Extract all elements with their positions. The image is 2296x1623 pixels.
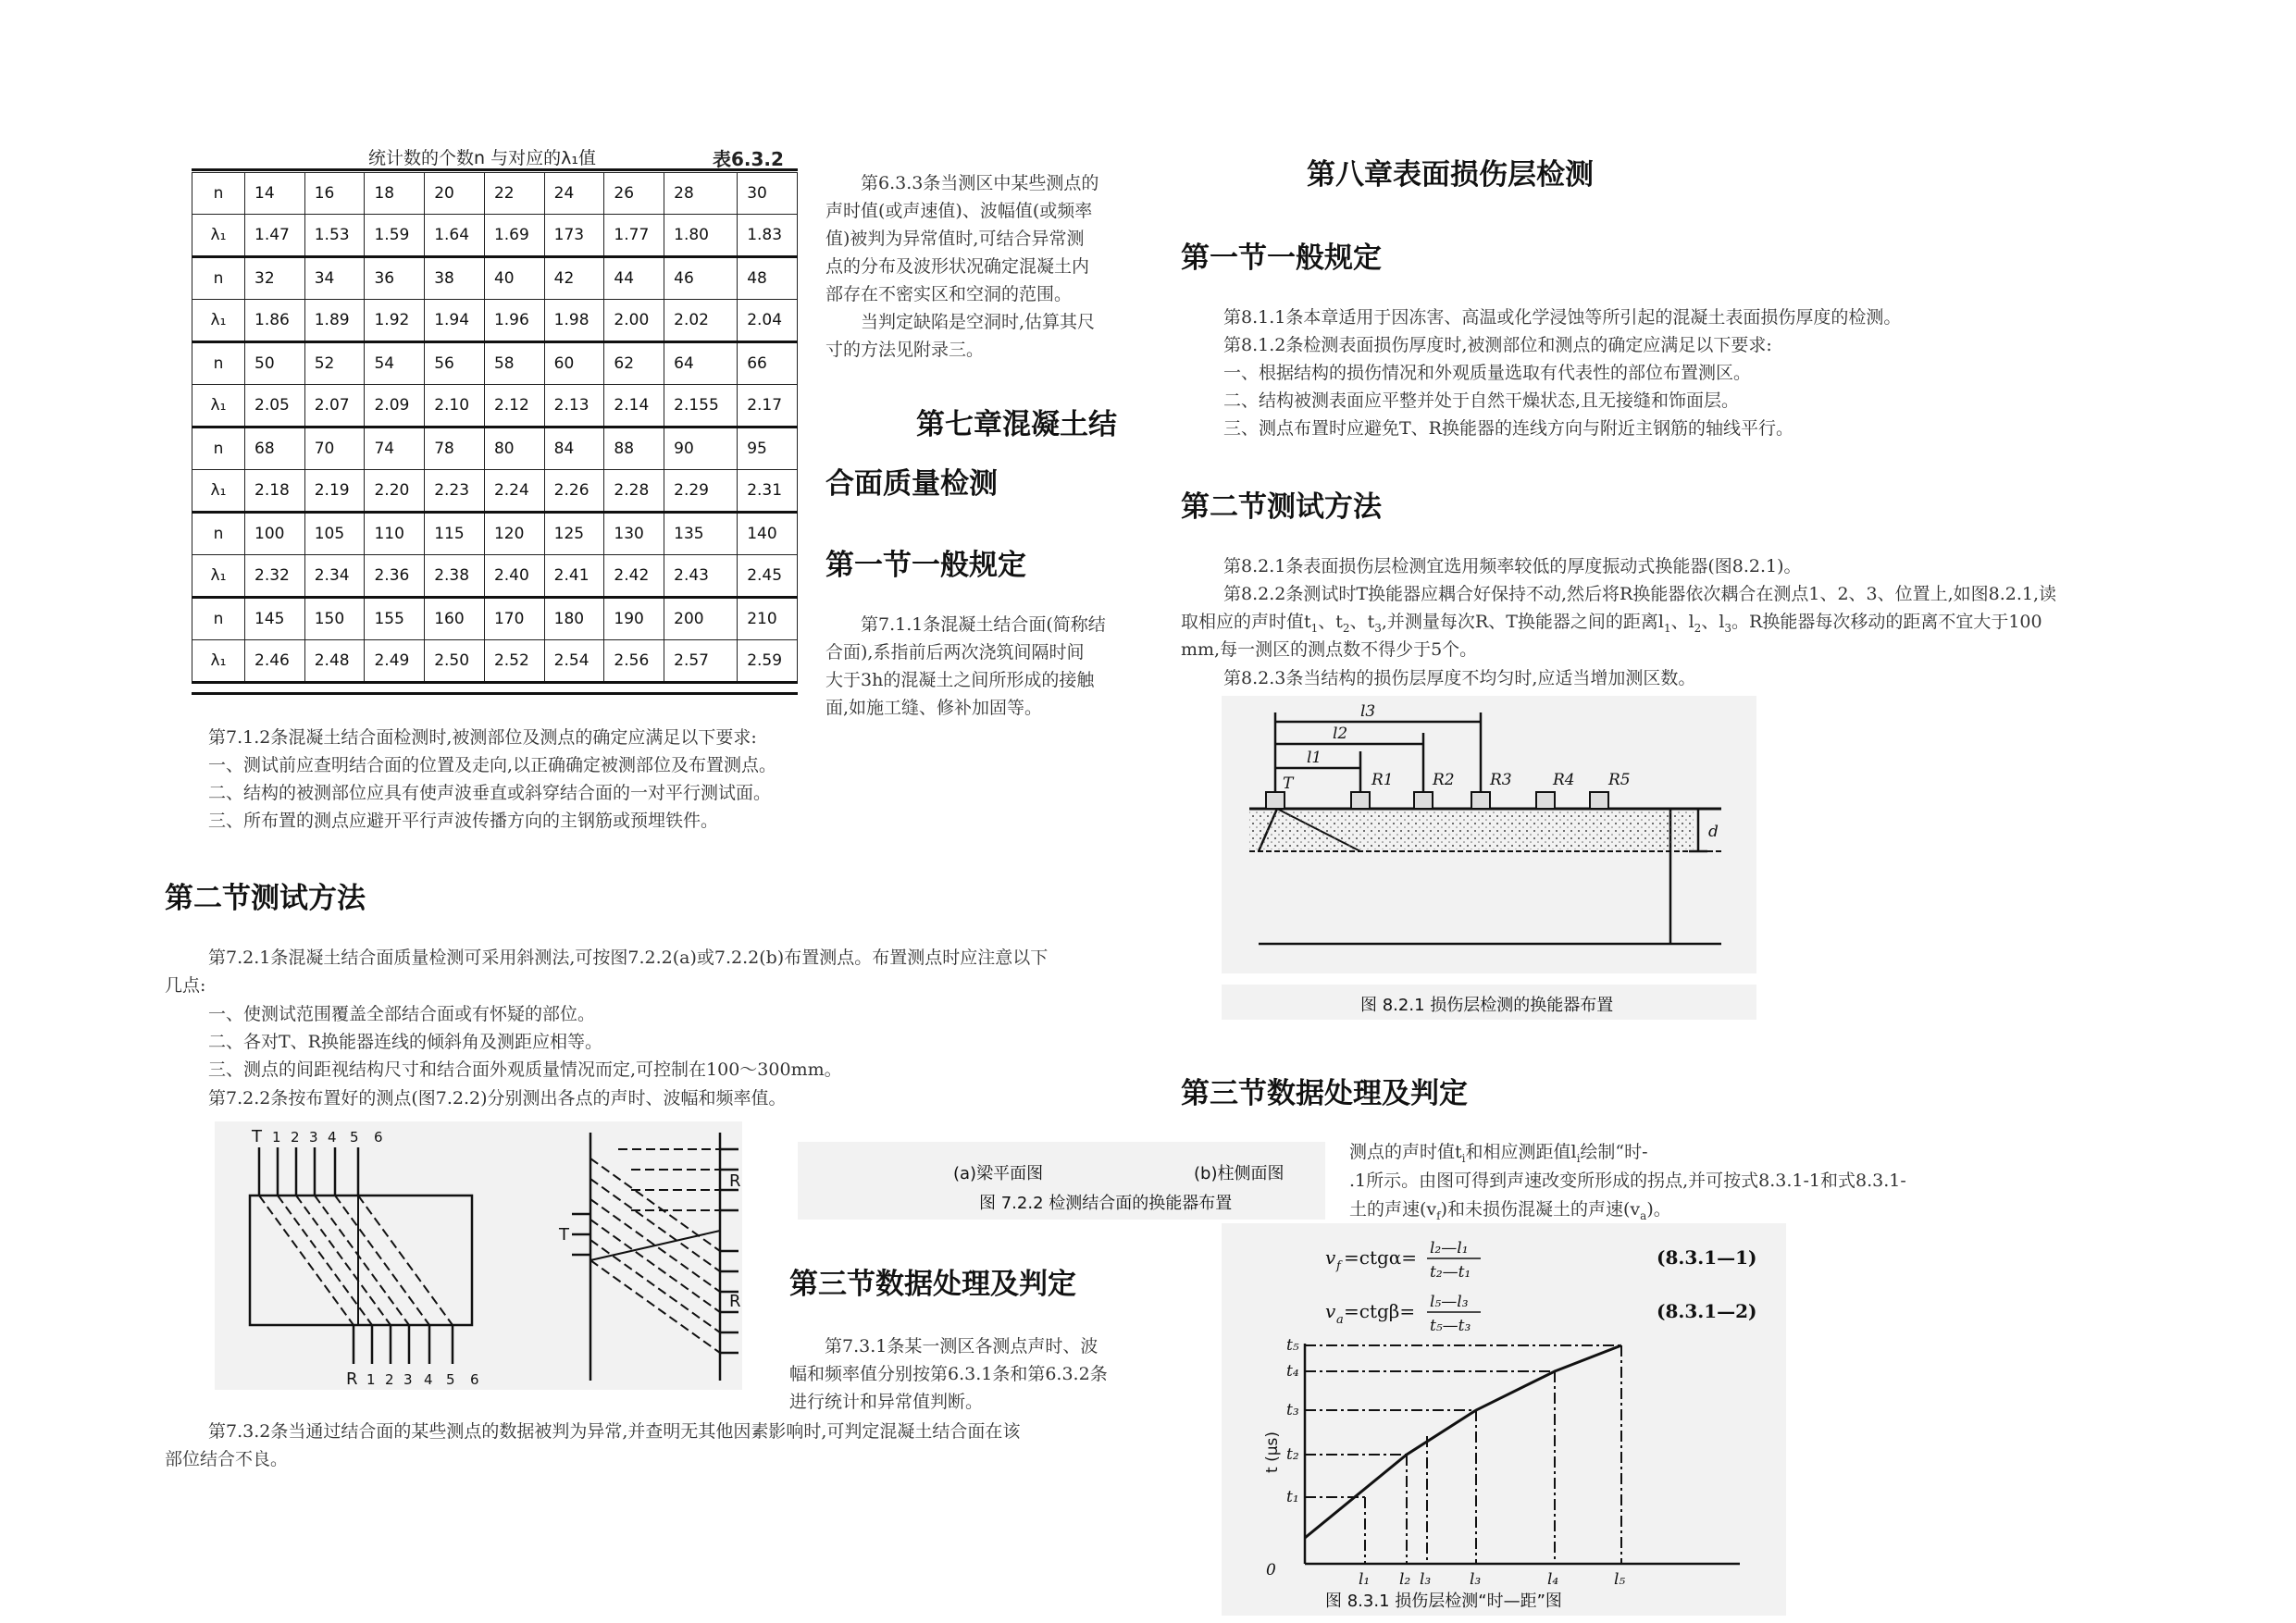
cell-lambda: 1.89: [304, 300, 365, 342]
cell-lambda: 2.49: [365, 640, 425, 683]
xtick-l5: l₅: [1614, 1570, 1626, 1589]
text-line: 寸的方法见附录三。: [825, 340, 985, 360]
fig722-R-label-b1: R: [729, 1171, 741, 1191]
cell-lambda: 1.86: [245, 300, 305, 342]
p822b-pre: 取相应的声时值t: [1181, 612, 1311, 632]
ytick-t5: t₅: [1286, 1336, 1299, 1355]
figure-7-2-2-caption-box: [798, 1142, 1325, 1220]
cell-lambda: 2.52: [484, 640, 544, 683]
ytick-t1: t₁: [1286, 1488, 1299, 1506]
cell-n: 24: [544, 173, 604, 215]
row-head-n: n: [192, 598, 245, 640]
cell-lambda: 2.00: [604, 300, 664, 342]
cell-n: 50: [245, 342, 305, 385]
fig722-R-label-b2: R: [729, 1292, 741, 1311]
row-head-lambda: λ₁: [192, 300, 245, 342]
cell-n: 145: [245, 598, 305, 640]
figure-8-2-1-svg: [1222, 696, 1756, 973]
transducer-T: [1266, 792, 1285, 809]
xtick-l3a: l₃: [1420, 1570, 1432, 1589]
cell-lambda: 2.18: [245, 470, 305, 513]
cell-n: 56: [425, 342, 485, 385]
cell-lambda: 2.31: [738, 470, 798, 513]
cell-n: 110: [365, 513, 425, 555]
cell-lambda: 2.57: [664, 640, 738, 683]
table-bottom-rule: [192, 692, 798, 695]
section-8-3-title: 第三节数据处理及判定: [1181, 1077, 1468, 1110]
p831c-1: 土的声速(v: [1349, 1199, 1437, 1220]
chapter-7-title-line2: 合面质量检测: [825, 467, 998, 501]
cell-n: 155: [365, 598, 425, 640]
cell-lambda: 2.45: [738, 555, 798, 598]
cell-n: 100: [245, 513, 305, 555]
fig821-R4: R4: [1553, 771, 1575, 789]
section-7-1-title: 第一节一般规定: [825, 549, 1026, 582]
text-line: 合面),系指前后两次浇筑间隔时间: [825, 642, 1085, 663]
row-head-n: n: [192, 342, 245, 385]
cell-lambda: 2.10: [425, 385, 485, 427]
cell-n: 62: [604, 342, 664, 385]
fig821-R5: R5: [1608, 771, 1631, 789]
figure-8-3-1-svg: [1222, 1223, 1786, 1616]
text-line: 一、根据结构的损伤情况和外观质量选取有代表性的部位布置测区。: [1223, 363, 1752, 383]
figure-8-2-1: [1222, 696, 1756, 973]
para-void: [825, 308, 1140, 364]
fig722-num-bottom: 2: [385, 1371, 394, 1388]
eq1-number: (8.3.1—1): [1657, 1246, 1757, 1269]
fig722-num-bottom: 6: [470, 1371, 479, 1388]
fig821-R2: R2: [1433, 771, 1455, 789]
cell-n: 14: [245, 173, 305, 215]
figure-7-2-2-drawing: [215, 1121, 742, 1390]
fig722-R-label: R: [346, 1369, 358, 1389]
row-head-lambda: λ₁: [192, 555, 245, 598]
para-8-3-1-b: .1所示。由图可得到声速改变所形成的拐点,并可按式8.3.1-1和式8.3.1-: [1349, 1171, 1906, 1191]
eq2-lhs: v: [1325, 1300, 1336, 1322]
table-row-n: [192, 173, 798, 215]
cell-lambda: 2.12: [484, 385, 544, 427]
text-line: 幅和频率值分别按第6.3.1条和第6.3.2条: [789, 1364, 1108, 1384]
cell-n: 70: [304, 427, 365, 470]
text-line: 三、所布置的测点应避开平行声波传播方向的主钢筋或预埋铁件。: [208, 811, 719, 831]
para-7-2-1-a: 第7.2.1条混凝土结合面质量检测可采用斜测法,可按图7.2.2(a)或7.2.2(b)布置测点。布置测点时应注意以下: [208, 948, 1049, 968]
fig722-num-bottom: 3: [403, 1371, 413, 1388]
cell-lambda: 2.46: [245, 640, 305, 683]
svg-text:a: a: [1336, 1313, 1344, 1327]
cell-lambda: 2.59: [738, 640, 798, 683]
row-head-lambda: λ₁: [192, 640, 245, 683]
table-row-n: [192, 513, 798, 555]
cell-n: 190: [604, 598, 664, 640]
fig722-num-top: 4: [328, 1129, 337, 1146]
text-line: 点的分布及波形状况确定混凝土内: [825, 256, 1090, 277]
p831a-2: 和相应测距值l: [1465, 1142, 1577, 1162]
cell-n: 66: [738, 342, 798, 385]
cell-lambda: 1.64: [425, 215, 485, 257]
text-line: 值)被判为异常值时,可结合异常测: [825, 229, 1085, 249]
ytick-t4: t₄: [1286, 1362, 1299, 1381]
para-8-2-1: 第8.2.1条表面损伤层检测宜选用频率较低的厚度振动式换能器(图8.2.1)。: [1223, 556, 1802, 576]
cell-lambda: 2.17: [738, 385, 798, 427]
cell-lambda: 2.29: [664, 470, 738, 513]
fig821-T: T: [1283, 774, 1294, 793]
text-line: 二、结构被测表面应平整并处于自然干燥状态,且无接缝和饰面层。: [1223, 390, 1740, 411]
cell-n: 64: [664, 342, 738, 385]
cell-lambda: 1.47: [245, 215, 305, 257]
table-row-lambda: [192, 555, 798, 598]
lambda-table: [192, 172, 798, 684]
cell-n: 40: [484, 257, 544, 300]
cell-n: 38: [425, 257, 485, 300]
time-distance-curve: [1305, 1345, 1621, 1538]
cell-lambda: 2.41: [544, 555, 604, 598]
para-6-3-3: [825, 169, 1140, 308]
cell-lambda: 2.02: [664, 300, 738, 342]
cell-lambda: 2.24: [484, 470, 544, 513]
cell-lambda: 2.40: [484, 555, 544, 598]
text-line: 第6.3.3条当测区中某些测点的: [861, 173, 1099, 193]
cell-n: 32: [245, 257, 305, 300]
ytick-t2: t₂: [1286, 1445, 1299, 1464]
text-line: 二、各对T、R换能器连线的倾斜角及测距应相等。: [208, 1032, 602, 1052]
p831a-1: 测点的声时值t: [1349, 1142, 1462, 1162]
para-7-2-2: 第7.2.2条按布置好的测点(图7.2.2)分别测出各点的声时、波幅和频率值。: [208, 1088, 787, 1109]
table-row-n: [192, 598, 798, 640]
section-7-2-title: 第二节测试方法: [165, 882, 366, 915]
para-8-2-2-c: mm,每一测区的测点数不得少于5个。: [1181, 639, 1478, 660]
cell-n: 26: [604, 173, 664, 215]
text-line: 进行统计和异常值判断。: [789, 1392, 984, 1412]
cell-n: 22: [484, 173, 544, 215]
cell-lambda: 2.04: [738, 300, 798, 342]
fig722-T-label-b: T: [559, 1225, 569, 1245]
cell-n: 80: [484, 427, 544, 470]
transducer-R5: [1590, 792, 1608, 809]
fig821-R1: R1: [1371, 771, 1394, 789]
chapter-7-title-line1: 第七章混凝土结: [916, 408, 1117, 441]
fig722-num-top: 5: [350, 1129, 359, 1146]
cell-n: 90: [664, 427, 738, 470]
fig831-caption: 图 8.3.1 损伤层检测“时—距”图: [1325, 1592, 1562, 1611]
cell-n: 54: [365, 342, 425, 385]
cell-n: 84: [544, 427, 604, 470]
cell-lambda: 1.96: [484, 300, 544, 342]
cell-n: 105: [304, 513, 365, 555]
cell-n: 125: [544, 513, 604, 555]
cell-n: 74: [365, 427, 425, 470]
list-8-1-2: [1223, 359, 1793, 442]
row-head-lambda: λ₁: [192, 385, 245, 427]
cell-n: 60: [544, 342, 604, 385]
text-line: 二、结构的被测部位应具有使声波垂直或斜穿结合面的一对平行测试面。: [208, 783, 772, 803]
table-6-3-2-title: 统计数的个数n 与对应的λ₁值: [368, 148, 596, 168]
cell-lambda: 2.19: [304, 470, 365, 513]
para-8-3-1-c: 土的声速$(v_f)$和未损伤混凝土的声速$(v_a)$。: [1349, 1199, 1671, 1222]
text-line: 大于3h的混凝土之间所形成的接触: [825, 670, 1095, 690]
eq2-number: (8.3.1—2): [1657, 1300, 1757, 1322]
text-line: 第7.1.1条混凝土结合面(简称结: [861, 614, 1106, 635]
cell-n: 68: [245, 427, 305, 470]
text-line: 第7.3.1条某一测区各测点声时、波: [825, 1336, 1098, 1357]
transducer-R1: [1351, 792, 1370, 809]
fig722-num-top: 3: [309, 1129, 318, 1146]
p831c-2: )和未损伤混凝土的声速(v: [1440, 1199, 1641, 1220]
cell-lambda: 1.59: [365, 215, 425, 257]
eq1-rhs: =ctgα=: [1344, 1246, 1418, 1269]
row-head-n: n: [192, 513, 245, 555]
fig722-label-b: (b)柱侧面图: [1194, 1164, 1285, 1183]
cell-n: 160: [425, 598, 485, 640]
cell-lambda: 2.20: [365, 470, 425, 513]
cell-n: 180: [544, 598, 604, 640]
cell-n: 42: [544, 257, 604, 300]
table-6-3-2-number: 表6.3.2: [713, 148, 784, 170]
para-8-2-3: 第8.2.3条当结构的损伤层厚度不均匀时,应适当增加测区数。: [1223, 668, 1696, 688]
fig722-T-label: T: [252, 1127, 262, 1146]
list-7-2-1: [208, 1000, 842, 1084]
cell-lambda: 1.80: [664, 215, 738, 257]
para-8-1-1: 第8.1.1条本章适用于因冻害、高温或化学浸蚀等所引起的混凝土表面损伤厚度的检测。: [1223, 307, 1902, 328]
cell-lambda: 2.36: [365, 555, 425, 598]
eq2-rhs: =ctgβ=: [1344, 1300, 1416, 1322]
list-7-1-2: [208, 751, 776, 835]
svg-text:f: f: [1336, 1259, 1341, 1273]
cell-n: 28: [664, 173, 738, 215]
cell-lambda: 1.98: [544, 300, 604, 342]
eq2-den: t₅—t₃: [1430, 1317, 1471, 1335]
table-row-n: [192, 427, 798, 470]
cell-n: 130: [604, 513, 664, 555]
cell-n: 30: [738, 173, 798, 215]
cell-lambda: 2.09: [365, 385, 425, 427]
cell-lambda: 2.28: [604, 470, 664, 513]
cell-lambda: 1.53: [304, 215, 365, 257]
cell-lambda: 2.14: [604, 385, 664, 427]
table-row-lambda: [192, 215, 798, 257]
cell-n: 78: [425, 427, 485, 470]
y-axis-label: t (μs): [1263, 1431, 1282, 1473]
row-head-lambda: λ₁: [192, 215, 245, 257]
transducer-R4: [1536, 792, 1555, 809]
fig722-num-top: 1: [272, 1129, 281, 1146]
table-row-n: [192, 257, 798, 300]
text-line: 一、测试前应查明结合面的位置及走向,以正确确定被测部位及布置测点。: [208, 755, 777, 775]
cell-lambda: 1.94: [425, 300, 485, 342]
fig722-num-bottom: 5: [446, 1371, 455, 1388]
xtick-l4: l₄: [1547, 1570, 1559, 1589]
beam-plan-outline: [250, 1196, 472, 1325]
para-7-3-2-a: 第7.3.2条当通过结合面的某些测点的数据被判为异常,并查明无其他因素影响时,可判定混凝土结合面在该: [208, 1421, 1021, 1442]
fig821-l2: l2: [1333, 725, 1348, 743]
cell-lambda: 2.34: [304, 555, 365, 598]
eq1-den: t₂—t₁: [1430, 1263, 1471, 1282]
p831a-3: 绘制“时-: [1580, 1142, 1648, 1162]
cell-lambda: 2.23: [425, 470, 485, 513]
fig722-label-a: (a)梁平面图: [953, 1164, 1044, 1183]
table-row-n: [192, 342, 798, 385]
cell-lambda: 1.92: [365, 300, 425, 342]
cell-n: 46: [664, 257, 738, 300]
row-head-n: n: [192, 257, 245, 300]
cell-n: 115: [425, 513, 485, 555]
text-line: 部存在不密实区和空洞的范围。: [825, 284, 1073, 304]
origin-label: 0: [1266, 1561, 1276, 1580]
cell-lambda: 2.38: [425, 555, 485, 598]
table-row-lambda: [192, 300, 798, 342]
ytick-t3: t₃: [1286, 1401, 1299, 1419]
text-line: 一、使测试范围覆盖全部结合面或有怀疑的部位。: [208, 1004, 596, 1024]
cell-n: 34: [304, 257, 365, 300]
damage-layer-hatch: [1249, 811, 1694, 849]
para-8-2-2-a: 第8.2.2条测试时T换能器应耦合好保持不动,然后将R换能器依次耦合在测点1、2、3、位置上,如图8.2.1,读: [1223, 584, 2057, 604]
cell-n: 52: [304, 342, 365, 385]
p822b-mid: ,并测量每次R、T换能器之间的距离l: [1381, 612, 1664, 632]
figure-8-3-1: [1222, 1223, 1786, 1616]
cell-lambda: 173: [544, 215, 604, 257]
eq2-num: l₅—l₃: [1430, 1293, 1469, 1311]
cell-lambda: 1.83: [738, 215, 798, 257]
table-row-lambda: [192, 470, 798, 513]
xtick-l1: l₁: [1359, 1570, 1371, 1589]
table-top-rule: [192, 168, 798, 171]
text-line: 三、测点的间距视结构尺寸和结合面外观质量情况而定,可控制在100～300mm。: [208, 1059, 842, 1080]
cell-n: 150: [304, 598, 365, 640]
xtick-l2: l₂: [1399, 1570, 1411, 1589]
text-line: 三、测点布置时应避免T、R换能器的连线方向与附近主钢筋的轴线平行。: [1223, 418, 1793, 439]
cell-lambda: 2.155: [664, 385, 738, 427]
table-row-lambda: [192, 640, 798, 683]
cell-lambda: 2.32: [245, 555, 305, 598]
fig821-caption: 图 8.2.1 损伤层检测的换能器布置: [1360, 996, 1614, 1015]
cell-lambda: 2.50: [425, 640, 485, 683]
row-head-n: n: [192, 427, 245, 470]
cell-n: 48: [738, 257, 798, 300]
para-8-3-1-a: 测点的声时值$t_i$和相应测距值$l_i$绘制“时-: [1349, 1142, 1648, 1165]
cell-n: 120: [484, 513, 544, 555]
cell-n: 170: [484, 598, 544, 640]
para-7-3-1: [789, 1332, 1141, 1416]
cell-n: 58: [484, 342, 544, 385]
cell-lambda: 2.43: [664, 555, 738, 598]
fig821-d: d: [1708, 823, 1719, 841]
text-line: 当判定缺陷是空洞时,估算其尺: [861, 312, 1096, 332]
figure-8-2-1-caption-box: [1222, 985, 1756, 1020]
cell-n: 16: [304, 173, 365, 215]
fig821-R3: R3: [1490, 771, 1512, 789]
fig722-num-bottom: 4: [424, 1371, 433, 1388]
xtick-l3: l₃: [1470, 1570, 1482, 1589]
fig722-num-bottom: 1: [366, 1371, 376, 1388]
cell-n: 140: [738, 513, 798, 555]
fig722-num-top: 2: [291, 1129, 300, 1146]
eq1-lhs: v: [1325, 1246, 1336, 1269]
p822b-post: 。R换能器每次移动的距离不宜大于100: [1731, 612, 2042, 632]
cell-n: 88: [604, 427, 664, 470]
cell-n: 36: [365, 257, 425, 300]
cell-lambda: 1.77: [604, 215, 664, 257]
para-8-2-2-b: 取相应的声时值$t_1$、$t_2$、$t_3$,并测量每次R、T换能器之间的距离$l_1$、$l_2$、$l_3$。R换能器每次移动的距离不宜大于100: [1181, 612, 2042, 635]
cell-lambda: 2.54: [544, 640, 604, 683]
para-7-1-1: [825, 611, 1145, 722]
cell-n: 95: [738, 427, 798, 470]
cell-n: 20: [425, 173, 485, 215]
fig821-l3: l3: [1360, 702, 1376, 721]
para-8-1-2: 第8.1.2条检测表面损伤厚度时,被测部位和测点的确定应满足以下要求:: [1223, 335, 1772, 355]
cell-lambda: 2.26: [544, 470, 604, 513]
transducer-R2: [1414, 792, 1433, 809]
p831c-3: )。: [1646, 1199, 1671, 1220]
section-7-3-title: 第三节数据处理及判定: [789, 1268, 1076, 1301]
cell-lambda: 2.05: [245, 385, 305, 427]
para-7-1-2: 第7.1.2条混凝土结合面检测时,被测部位及测点的确定应满足以下要求:: [208, 727, 757, 748]
eq1-num: l₂—l₁: [1430, 1239, 1469, 1258]
figure-7-2-2-svg: [215, 1121, 742, 1390]
cell-n: 200: [664, 598, 738, 640]
fig722-caption: 图 7.2.2 检测结合面的换能器布置: [979, 1194, 1233, 1213]
row-head-n: n: [192, 173, 245, 215]
cell-n: 18: [365, 173, 425, 215]
section-8-2-title: 第二节测试方法: [1181, 490, 1382, 524]
cell-lambda: 2.56: [604, 640, 664, 683]
text-line: 声时值(或声速值)、波幅值(或频率: [825, 201, 1093, 221]
cell-n: 44: [604, 257, 664, 300]
cell-lambda: 2.07: [304, 385, 365, 427]
cell-n: 210: [738, 598, 798, 640]
fig821-l1: l1: [1307, 749, 1322, 767]
fig722-num-top: 6: [374, 1129, 383, 1146]
cell-lambda: 2.48: [304, 640, 365, 683]
chapter-8-title: 第八章表面损伤层检测: [1307, 158, 1594, 192]
para-7-3-2-b: 部位结合不良。: [165, 1449, 289, 1469]
cell-lambda: 2.42: [604, 555, 664, 598]
text-line: 面,如施工缝、修补加固等。: [825, 698, 1043, 718]
section-8-1-title: 第一节一般规定: [1181, 242, 1382, 275]
para-7-2-1-b: 几点:: [165, 975, 206, 996]
cell-lambda: 2.13: [544, 385, 604, 427]
transducer-R3: [1471, 792, 1490, 809]
row-head-lambda: λ₁: [192, 470, 245, 513]
cell-lambda: 1.69: [484, 215, 544, 257]
table-row-lambda: [192, 385, 798, 427]
cell-n: 135: [664, 513, 738, 555]
